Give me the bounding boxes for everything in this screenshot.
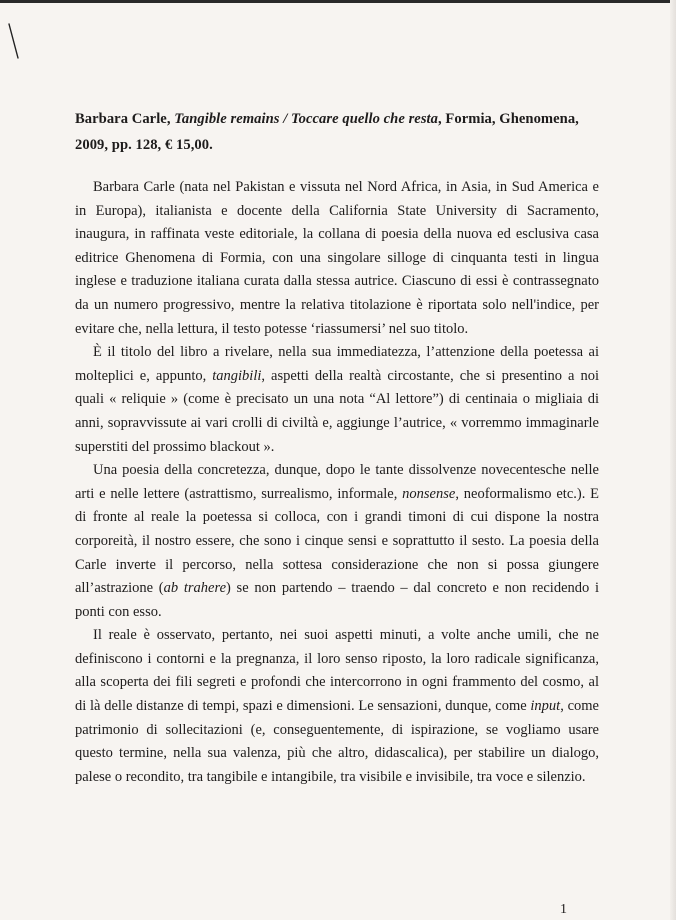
paragraph-4-text-2: , come patrimonio di sollecitazioni (e, conseguentemente, di ispirazione, se vogliamo usare questo termine, nella sua valenza, più che altro, didascalica), per stabilire un dialogo, palese o recondito, tra tangibile e intangibile, tra visibile e invisibile, tra voce e silenzio.: [75, 698, 599, 785]
paragraph-2-italic-1: tangibili: [212, 367, 262, 384]
heading-title: Tangible remains / Toccare quello che resta: [174, 111, 439, 127]
paragraph-3-italic-1: nonsense: [402, 485, 456, 502]
heading-author: Barbara Carle,: [75, 111, 175, 127]
paragraph-1: [75, 176, 599, 341]
heading-publication: , Formia, Ghenomena, 2009, pp. 128, € 15,00.: [75, 111, 579, 153]
scan-top-edge: [0, 0, 676, 3]
paragraph-3-text-2: , neoformalismo etc.). E di fronte al reale la poetessa si colloca, con i grandi timoni di cui dispone la nostra corporeità, il nostro essere, che sono i cinque sensi e soprattutto il sesto. La poesia della Carle inverte il percorso, nella sottesa considerazione che non si possa giungere all’astrazione (: [75, 485, 599, 597]
paragraph-4-italic-1: input: [530, 698, 561, 715]
paragraph-4: [75, 624, 599, 789]
pen-mark-icon: [8, 22, 20, 60]
paragraph-3-italic-2: ab trahere: [163, 580, 227, 597]
paragraph-2-text-1: È il titolo del libro a rivelare, nella sua immediatezza, l’attenzione della poetessa ai molteplici e, appunto,: [75, 344, 599, 384]
review-body: [75, 176, 599, 789]
paragraph-4-text-1: Il reale è osservato, pertanto, nei suoi aspetti minuti, a volte anche umili, che ne definiscono i contorni e la pregnanza, il loro senso riposto, la loro radicale significanza, alla scoperta dei fili segreti e profondi che intercorrono in ogni frammento del cosmo, al di là delle distanze di tempi, spazi e dimensioni. Le sensazioni, dunque, come: [75, 627, 599, 715]
scan-right-edge: [670, 0, 676, 920]
paragraph-2-text-2: , aspetti della realtà circostante, che si presentino a noi quali « reliquie » (come è precisato un una nota “Al lettore”) di centinaia o migliaia di anni, sopravvissute ai vari crolli di civiltà e, aggiunge l’autrice, « vorremmo immaginarle superstiti del prossimo blackout ».: [75, 367, 599, 455]
paragraph-3: [75, 459, 599, 624]
book-reference-heading: [75, 106, 595, 158]
paragraph-3-text-1: Una poesia della concretezza, dunque, dopo le tante dissolvenze novecentesche nelle arti e nelle lettere (astrattismo, surrealismo, informale,: [75, 462, 599, 502]
page-number: 1: [560, 902, 567, 917]
paragraph-1-text: Barbara Carle (nata nel Pakistan e vissuta nel Nord Africa, in Asia, in Sud America e in Europa), italianista e docente della California State University di Sacramento, inaugura, in raffinata veste editoriale, la collana di poesia della nuova ed esclusiva casa editrice Ghenomena di Formia, con una singolare silloge di cinquanta testi in lingua inglese e traduzione italiana curata dalla stessa autrice. Ciascuno di essi è contrassegnato da un numero progressivo, mentre la relativa titolazione è riportata solo nell'indice, per evitare che, nella lettura, il testo potesse ‘riassumersi’ nel suo titolo.: [75, 179, 599, 337]
paragraph-3-text-3: ) se non partendo – traendo – dal concreto e non recidendo i ponti con esso.: [75, 580, 599, 620]
paragraph-2: [75, 341, 599, 459]
